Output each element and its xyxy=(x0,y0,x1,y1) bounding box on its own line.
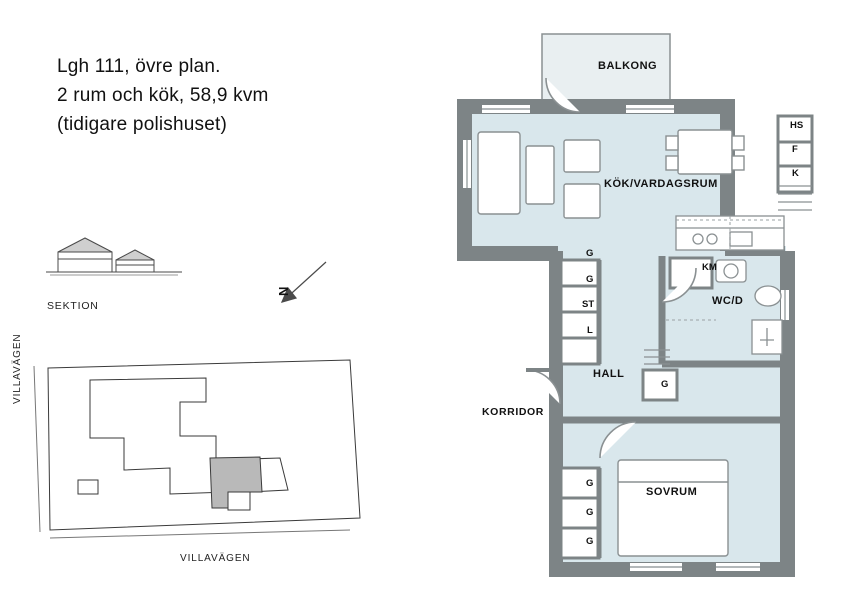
room-label-balkong: BALKONG xyxy=(598,60,658,72)
title-line-1: Lgh 111, övre plan. xyxy=(57,56,221,77)
closet-label-g-4: G xyxy=(586,478,594,489)
closet-label-g-3: G xyxy=(661,379,669,390)
apartment-floor-plan xyxy=(430,20,830,580)
room-label-sovrum: SOVRUM xyxy=(646,486,698,498)
site-plan-drawing xyxy=(20,340,380,550)
page-title xyxy=(57,52,387,139)
section-label: SEKTION xyxy=(47,300,99,312)
closet-label-km: KM xyxy=(702,262,717,273)
site-street-left-label: VILLAVÄGEN xyxy=(12,333,23,404)
exterior-label-korridor: KORRIDOR xyxy=(482,406,544,418)
closet-label-hs: HS xyxy=(790,120,804,131)
closet-label-g-2: G xyxy=(586,274,594,285)
room-label-hall: HALL xyxy=(593,368,625,380)
closet-label-g-5: G xyxy=(586,507,594,518)
closet-label-k: K xyxy=(792,168,799,179)
title-line-2: 2 rum och kök, 58,9 kvm xyxy=(57,85,269,106)
closet-label-l: L xyxy=(587,325,593,336)
closet-label-g-6: G xyxy=(586,536,594,547)
room-label-kok-vardagsrum: KÖK/VARDAGSRUM xyxy=(604,178,718,190)
closet-label-st: ST xyxy=(582,299,595,310)
title-line-3: (tidigare polishuset) xyxy=(57,114,228,135)
closet-label-g-1: G xyxy=(586,248,594,259)
compass-label: N xyxy=(276,286,291,296)
section-elevation-drawing xyxy=(40,228,190,284)
closet-label-f: F xyxy=(792,144,798,155)
room-label-wc-d: WC/D xyxy=(712,295,744,307)
site-street-bottom-label: VILLAVÄGEN xyxy=(180,553,251,564)
